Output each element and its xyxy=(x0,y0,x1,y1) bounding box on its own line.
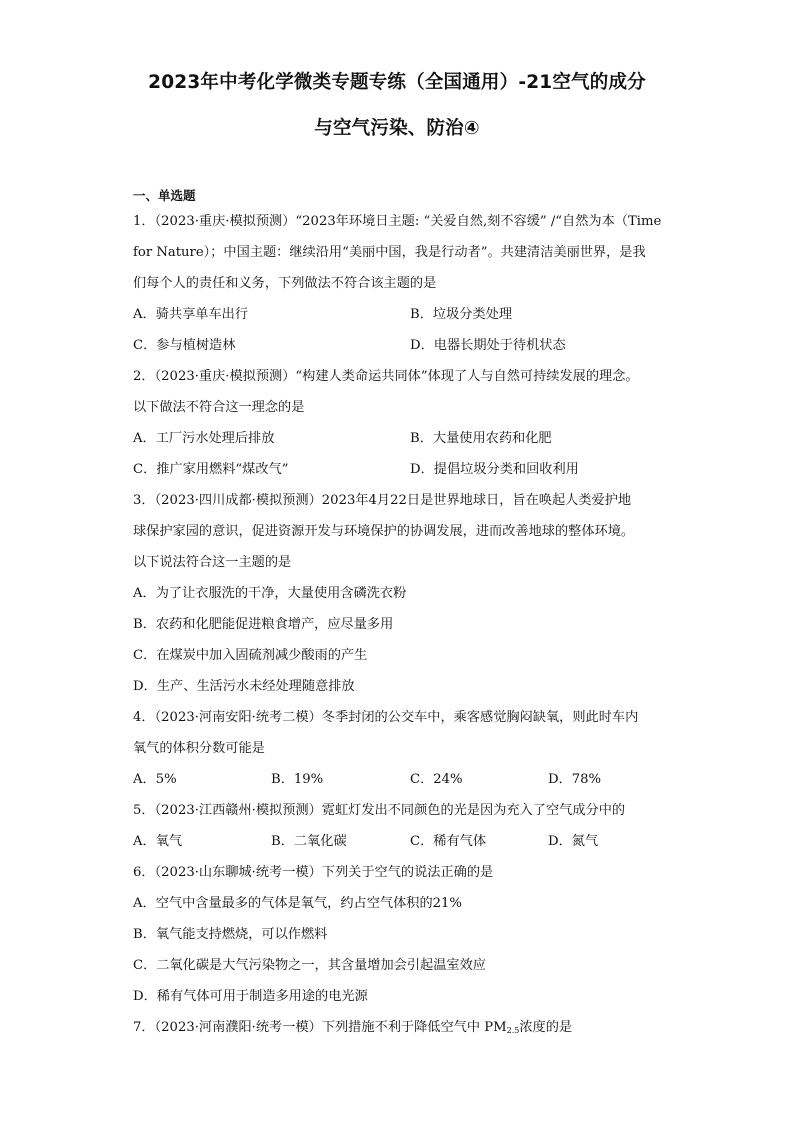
question-6-line-1: 6．（2023·山东聊城·统考一模）下列关于空气的说法正确的是 xyxy=(133,865,494,880)
question-1-option-c: C．参与植树造林 xyxy=(133,338,236,353)
question-2-line-1: 2．（2023·重庆·模拟预测）“构建人类命运共同体”体现了人与自然可持续发展的理念。 xyxy=(133,369,639,384)
section-heading: 一、单选题 xyxy=(133,188,196,203)
question-3-line-1: 3．（2023·四川成都·模拟预测）2023年4月22日是世界地球日，旨在唤起人类爱护地 xyxy=(133,493,632,508)
question-1-line-2: for Nature）；中国主题：继续沿用“美丽中国，我是行动者”。共建清洁美丽世界，是我 xyxy=(133,245,646,260)
question-7-subscript: 2.5 xyxy=(506,1026,520,1035)
question-3-option-b: B．农药和化肥能促进粮食增产，应尽量多用 xyxy=(133,617,394,632)
question-1-line-3: 们每个人的责任和义务，下列做法不符合该主题的是 xyxy=(133,276,437,291)
question-5-option-d: D．氮气 xyxy=(548,834,599,849)
question-2-option-b: B．大量使用农药和化肥 xyxy=(410,431,552,446)
question-3-option-d: D．生产、生活污水未经处理随意排放 xyxy=(133,679,355,694)
question-4-line-2: 氧气的体积分数可能是 xyxy=(133,741,265,756)
question-4-option-a: A．5% xyxy=(133,772,177,787)
question-2-option-a: A．工厂污水处理后排放 xyxy=(133,431,275,446)
question-3-option-a: A．为了让衣服洗的干净，大量使用含磷洗衣粉 xyxy=(133,586,407,601)
question-4-option-c: C．24% xyxy=(410,772,463,787)
question-3-line-3: 以下说法符合这一主题的是 xyxy=(133,555,292,570)
document-title-line-1: 2023年中考化学微类专题专练（全国通用）-21空气的成分 xyxy=(148,72,646,93)
question-2-line-2: 以下做法不符合这一理念的是 xyxy=(133,400,305,415)
question-7-text-suffix: 浓度的是 xyxy=(519,1020,573,1035)
question-7-text-prefix: 7．（2023·河南濮阳·统考一模）下列措施不利于降低空气中 PM xyxy=(133,1020,507,1035)
question-7-line-1 xyxy=(133,1019,673,1040)
question-5-line-1: 5．（2023·江西赣州·模拟预测）霓虹灯发出不同颜色的光是因为充入了空气成分中的 xyxy=(133,803,626,818)
question-1-option-b: B．垃圾分类处理 xyxy=(410,307,513,322)
question-2-option-d: D．提倡垃圾分类和回收利用 xyxy=(410,462,579,477)
question-6-option-b: B．氧气能支持燃烧，可以作燃料 xyxy=(133,927,328,942)
question-1-line-1: 1．（2023·重庆·模拟预测）“2023年环境日主题: “关爱自然,刻不容缓” /“自然为本（Time xyxy=(133,214,662,229)
question-6-option-d: D．稀有气体可用于制造多用途的电光源 xyxy=(133,989,368,1004)
question-5-option-b: B．二氧化碳 xyxy=(271,834,347,849)
question-3-option-c: C．在煤炭中加入固硫剂减少酸雨的产生 xyxy=(133,648,368,663)
question-1-option-d: D．电器长期处于待机状态 xyxy=(410,338,566,353)
question-1-option-a: A．骑共享单车出行 xyxy=(133,307,249,322)
question-6-option-c: C．二氧化碳是大气污染物之一，其含量增加会引起温室效应 xyxy=(133,958,486,973)
question-4-option-b: B．19% xyxy=(271,772,324,787)
question-4-option-d: D．78% xyxy=(548,772,602,787)
question-2-option-c: C．推广家用燃料“煤改气” xyxy=(133,462,289,477)
question-3-line-2: 球保护家园的意识，促进资源开发与环境保护的协调发展，进而改善地球的整体环境。 xyxy=(133,524,635,539)
question-5-option-c: C．稀有气体 xyxy=(410,834,487,849)
document-title-line-2: 与空气污染、防治④ xyxy=(314,118,480,139)
question-5-option-a: A．氧气 xyxy=(133,834,183,849)
question-6-option-a: A．空气中含量最多的气体是氧气，约占空气体积的21% xyxy=(133,896,462,911)
question-4-line-1: 4．（2023·河南安阳·统考二模）冬季封闭的公交车中，乘客感觉胸闷缺氧，则此时车内 xyxy=(133,710,639,725)
